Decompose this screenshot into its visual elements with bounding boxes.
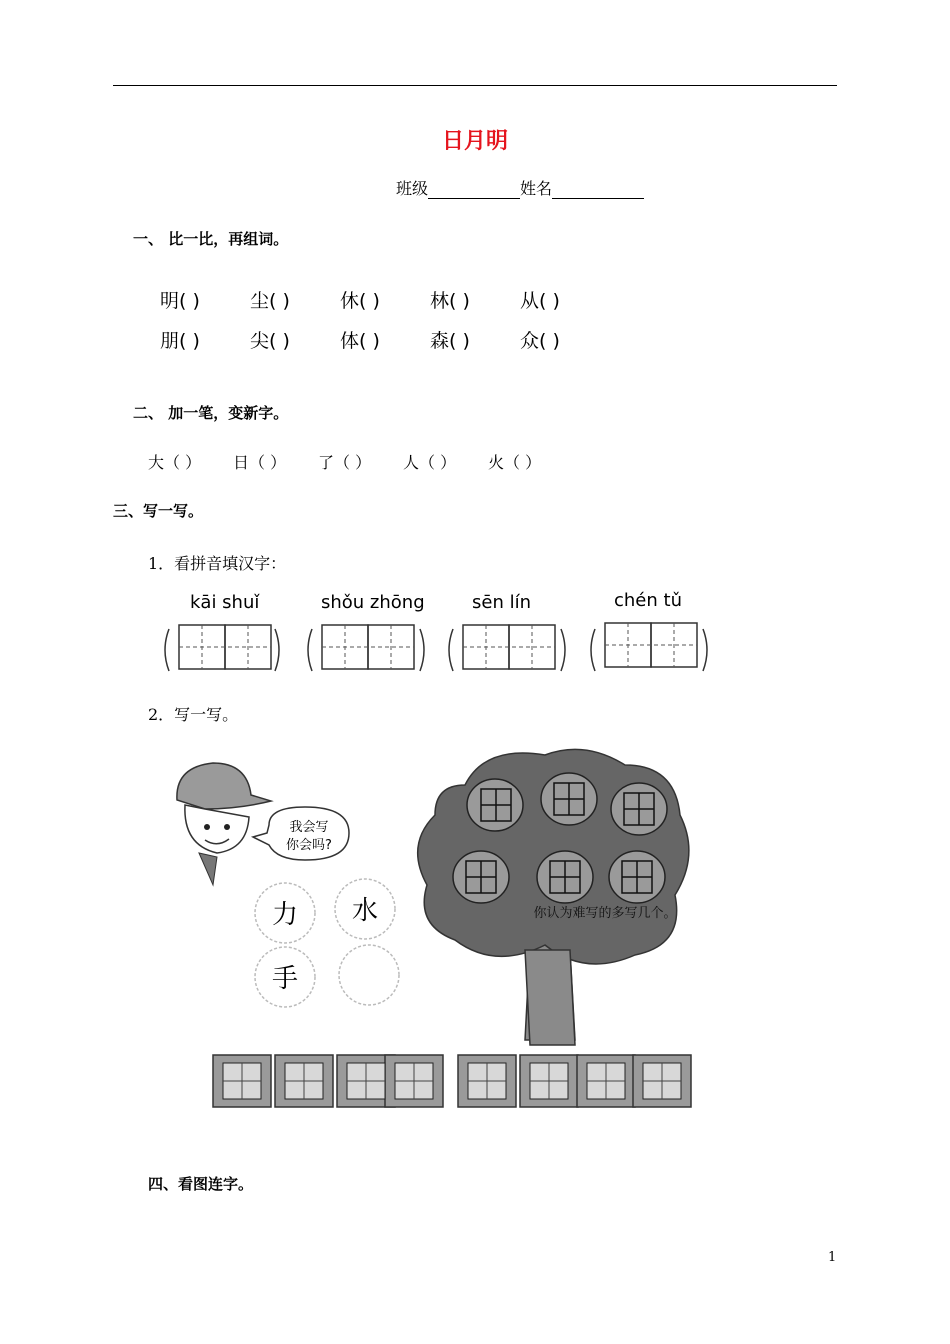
add-stroke-item[interactable]: 日（ ）: [233, 453, 287, 472]
page-title: 日月明: [441, 129, 508, 154]
bubble-line-2: 你会吗?: [286, 838, 332, 853]
compare-item[interactable]: 尘( ): [250, 290, 290, 312]
compare-item[interactable]: 从( ): [520, 290, 560, 312]
tree-text: 你认为难写的多写几个。: [533, 906, 677, 921]
compare-item[interactable]: 休( ): [340, 290, 380, 312]
add-stroke-item[interactable]: 大（ ）: [148, 453, 202, 472]
add-stroke-row: [148, 450, 573, 473]
class-label: 班级: [396, 179, 429, 198]
flower-char: 水: [351, 896, 379, 926]
class-name-line: [396, 176, 644, 199]
pinyin-label: sēn lín: [472, 592, 531, 613]
flower-char: 力: [271, 900, 299, 930]
pinyin-label: chén tǔ: [614, 590, 682, 611]
flower-char: 手: [271, 964, 299, 994]
compare-item[interactable]: 众( ): [520, 330, 560, 352]
pinyin-label: kāi shuǐ: [190, 592, 260, 613]
header-rule: [113, 85, 837, 86]
flower-icon: [339, 945, 399, 1005]
boy-icon: [177, 763, 271, 885]
writing-illustration: [165, 745, 725, 1115]
speech-bubble: [253, 807, 349, 860]
writing-grid-row[interactable]: [155, 615, 725, 673]
add-stroke-item[interactable]: 火（ ）: [488, 453, 542, 472]
name-blank[interactable]: [552, 182, 644, 199]
pinyin-label: shǒu zhōng: [321, 592, 425, 613]
compare-item[interactable]: 体( ): [340, 330, 380, 352]
section2-heading: 二、 加一笔，变新字。: [133, 404, 289, 422]
compare-row-2: [160, 326, 610, 353]
section1-heading: 一、 比一比，再组词。: [133, 230, 289, 248]
add-stroke-item[interactable]: 了（ ）: [318, 453, 372, 472]
compare-item[interactable]: 林( ): [430, 290, 470, 312]
compare-item[interactable]: 朋( ): [160, 330, 200, 352]
add-stroke-item[interactable]: 人（ ）: [403, 453, 457, 472]
name-label: 姓名: [520, 179, 553, 198]
compare-row-1: [160, 286, 610, 313]
subsection-2: 2．写一写。: [148, 705, 239, 724]
subsection-1: 1．看拼音填汉字：: [148, 554, 287, 573]
compare-item[interactable]: 森( ): [430, 330, 470, 352]
page-number: 1: [828, 1250, 837, 1265]
section4-heading: 四、看图连字。: [148, 1175, 254, 1193]
compare-item[interactable]: 尖( ): [250, 330, 290, 352]
compare-item[interactable]: 明( ): [160, 290, 200, 312]
bubble-line-1: 我会写: [289, 820, 329, 835]
class-blank[interactable]: [428, 182, 520, 199]
section3-heading: 三、写一写。: [113, 502, 204, 520]
